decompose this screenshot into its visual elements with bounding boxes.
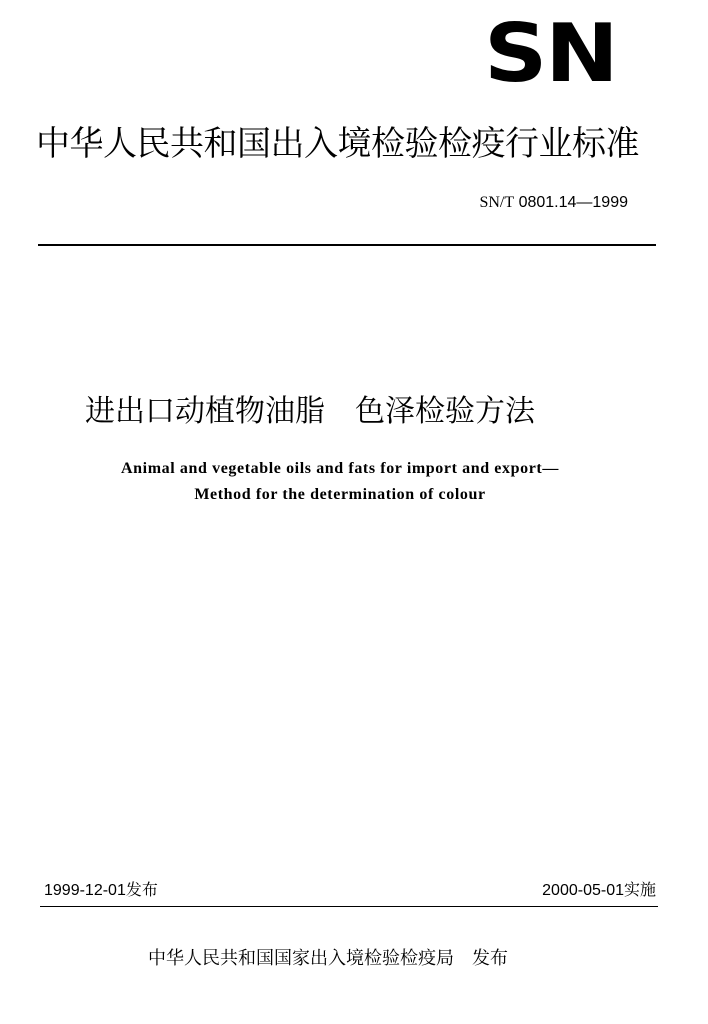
organization-title: 中华人民共和国出入境检验检疫行业标准 xyxy=(36,124,639,164)
english-title-line-2: Method for the determination of colour xyxy=(194,486,486,503)
english-title-line-1: Animal and vegetable oils and fats for import and export— xyxy=(121,460,559,477)
standard-number xyxy=(479,192,628,214)
bottom-divider xyxy=(40,906,658,907)
issuing-authority: 中华人民共和国国家出入境检验检疫局 发布 xyxy=(148,948,508,969)
sn-logo: SN xyxy=(484,7,617,100)
implementation-date: 2000-05-01实施 xyxy=(542,882,656,899)
standard-number-prefix: SN/T xyxy=(479,194,515,211)
issue-date: 1999-12-01发布 xyxy=(44,882,158,899)
top-divider xyxy=(38,244,656,246)
standard-number-code: 0801.14—1999 xyxy=(518,194,628,211)
chinese-title: 进出口动植物油脂 色泽检验方法 xyxy=(85,394,535,429)
